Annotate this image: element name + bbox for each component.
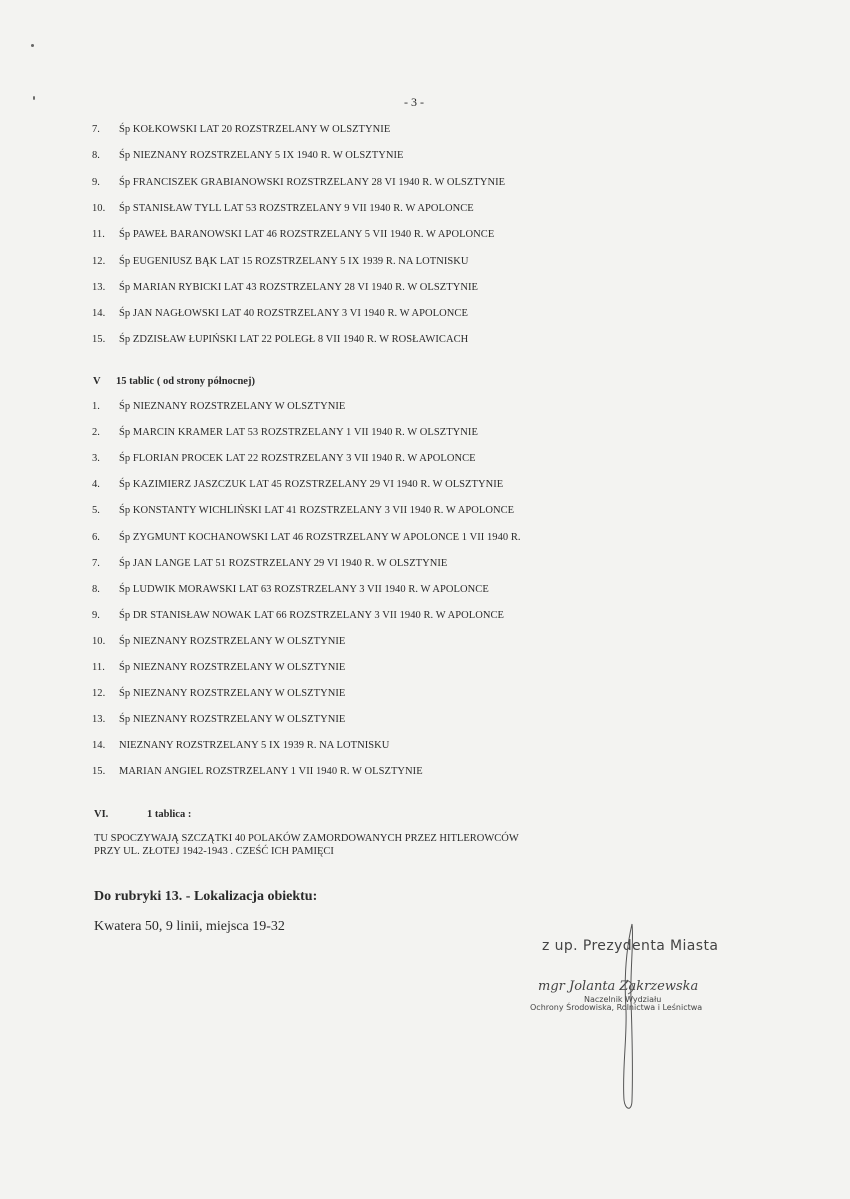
list-item-text: MARIAN ANGIEL ROZSTRZELANY 1 VII 1940 R. W OLSZTYNIE bbox=[119, 766, 423, 778]
list-item-text: Śp NIEZNANY ROZSTRZELANY W OLSZTYNIE bbox=[119, 401, 346, 412]
list-item-text: Śp NIEZNANY ROZSTRZELANY W OLSZTYNIE bbox=[119, 662, 346, 673]
list-item-text: Śp STANISŁAW TYLL LAT 53 ROZSTRZELANY 9 VII 1940 R. W APOLONCE bbox=[119, 202, 474, 214]
section-vi-title: 1 tablica : bbox=[147, 809, 192, 820]
list-item-number: 1. bbox=[92, 401, 100, 412]
list-item-text: Śp NIEZNANY ROZSTRZELANY W OLSZTYNIE bbox=[119, 635, 346, 647]
list-item-text: Śp NIEZNANY ROZSTRZELANY W OLSZTYNIE bbox=[119, 714, 346, 726]
list-item-number: 10. bbox=[92, 635, 106, 647]
list-item-number: 2. bbox=[92, 427, 100, 439]
stamp-title-line-1: Naczelnik Wydziału bbox=[584, 995, 662, 1004]
list-item-text: Śp FRANCISZEK GRABIANOWSKI ROZSTRZELANY 28 VI 1940 R. W OLSZTYNIE bbox=[119, 176, 506, 188]
list-item-text: Śp ZDZISŁAW ŁUPIŃSKI LAT 22 POLEGŁ 8 VII 1940 R. W ROSŁAWICACH bbox=[119, 334, 469, 346]
list-item-number: 8. bbox=[92, 583, 100, 595]
scan-speck bbox=[31, 44, 34, 47]
list-item-number: 5. bbox=[92, 505, 100, 517]
list-item-text: Śp KONSTANTY WICHLIŃSKI LAT 41 ROZSTRZELANY 3 VII 1940 R. W APOLONCE bbox=[119, 505, 515, 517]
list-item-number: 12. bbox=[92, 255, 106, 267]
list-item-number: 15. bbox=[92, 766, 106, 778]
list-item-number: 8. bbox=[92, 150, 100, 162]
list-item-number: 14. bbox=[92, 740, 106, 752]
inscription-line-1: TU SPOCZYWAJĄ SZCZĄTKI 40 POLAKÓW ZAMORDOWANYCH PRZEZ HITLEROWCÓW bbox=[94, 833, 519, 844]
list-item-text: Śp MARIAN RYBICKI LAT 43 ROZSTRZELANY 28 VI 1940 R. W OLSZTYNIE bbox=[119, 281, 478, 293]
section-v-roman: V bbox=[93, 376, 101, 387]
list-item-number: 4. bbox=[92, 479, 100, 491]
list-item-number: 6. bbox=[92, 531, 100, 543]
inscription bbox=[94, 832, 519, 858]
rubric-heading: Do rubryki 13. - Lokalizacja obiektu: bbox=[94, 889, 318, 904]
section-v-title: 15 tablic ( od strony północnej) bbox=[116, 376, 255, 387]
list-item-number: 3. bbox=[92, 453, 100, 465]
list-item-number: 7. bbox=[92, 124, 100, 135]
list-item-text: Śp LUDWIK MORAWSKI LAT 63 ROZSTRZELANY 3 VII 1940 R. W APOLONCE bbox=[119, 583, 489, 595]
page-number: - 3 - bbox=[404, 95, 424, 109]
stamp-official-name: mgr Jolanta Zakrzewska bbox=[538, 979, 699, 994]
list-item-text: Śp MARCIN KRAMER LAT 53 ROZSTRZELANY 1 VII 1940 R. W OLSZTYNIE bbox=[119, 427, 478, 439]
list-item-number: 9. bbox=[92, 609, 100, 621]
list-item-text: Śp NIEZNANY ROZSTRZELANY 5 IX 1940 R. W OLSZTYNIE bbox=[119, 150, 404, 162]
stamp-title-line-2: Ochrony Środowiska, Rolnictwa i Leśnictwa bbox=[530, 1003, 703, 1012]
location-text: Kwatera 50, 9 linii, miejsca 19-32 bbox=[94, 919, 285, 934]
list-item-text: Śp KAZIMIERZ JASZCZUK LAT 45 ROZSTRZELANY 29 VI 1940 R. W OLSZTYNIE bbox=[119, 479, 504, 491]
inscription-line-2: PRZY UL. ZŁOTEJ 1942-1943 . CZEŚĆ ICH PAMIĘCI bbox=[94, 846, 334, 857]
list-item-number: 9. bbox=[92, 176, 100, 188]
list-item-text: Śp JAN NAGŁOWSKI LAT 40 ROZSTRZELANY 3 VI 1940 R. W APOLONCE bbox=[119, 308, 468, 320]
list-item-text: Śp KOŁKOWSKI LAT 20 ROZSTRZELANY W OLSZTYNIE bbox=[119, 124, 391, 135]
list-item-number: 11. bbox=[92, 229, 105, 241]
list-item-text: NIEZNANY ROZSTRZELANY 5 IX 1939 R. NA LOTNISKU bbox=[119, 740, 390, 752]
list-item-number: 13. bbox=[92, 281, 106, 293]
list-item-number: 11. bbox=[92, 662, 105, 673]
list-item-text: Śp FLORIAN PROCEK LAT 22 ROZSTRZELANY 3 VII 1940 R. W APOLONCE bbox=[119, 453, 476, 465]
list-item-text: Śp EUGENIUSZ BĄK LAT 15 ROZSTRZELANY 5 IX 1939 R. NA LOTNISKU bbox=[119, 255, 469, 267]
section-vi-roman: VI. bbox=[94, 809, 109, 820]
stamp-authority-line: z up. Prezydenta Miasta bbox=[542, 938, 719, 954]
list-item-number: 10. bbox=[92, 202, 106, 214]
list-item-text: Śp DR STANISŁAW NOWAK LAT 66 ROZSTRZELANY 3 VII 1940 R. W APOLONCE bbox=[119, 609, 504, 621]
scan-speck bbox=[33, 96, 35, 100]
list-item-text: Śp NIEZNANY ROZSTRZELANY W OLSZTYNIE bbox=[119, 688, 346, 700]
list-item-number: 7. bbox=[92, 557, 100, 569]
list-item-text: Śp ZYGMUNT KOCHANOWSKI LAT 46 ROZSTRZELANY W APOLONCE 1 VII 1940 R. bbox=[119, 531, 521, 543]
list-item-number: 13. bbox=[92, 714, 106, 726]
handwritten-signature bbox=[610, 920, 650, 1120]
list-item-number: 15. bbox=[92, 334, 106, 346]
list-item-number: 14. bbox=[92, 308, 106, 320]
list-item-number: 12. bbox=[92, 688, 106, 700]
list-item-text: Śp JAN LANGE LAT 51 ROZSTRZELANY 29 VI 1940 R. W OLSZTYNIE bbox=[119, 557, 448, 569]
list-item-text: Śp PAWEŁ BARANOWSKI LAT 46 ROZSTRZELANY 5 VII 1940 R. W APOLONCE bbox=[119, 229, 495, 241]
